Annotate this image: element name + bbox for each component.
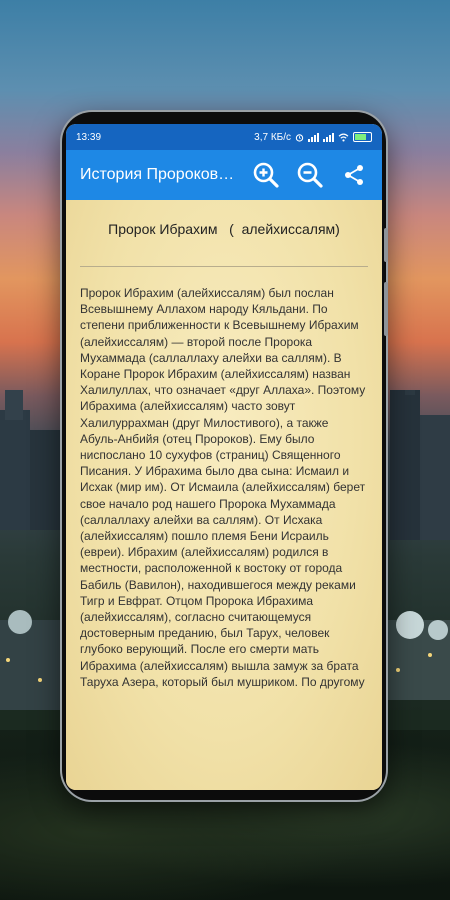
zoom-in-button[interactable] xyxy=(244,153,288,197)
power-button xyxy=(384,282,388,336)
chapter-title: Пророк Ибрахим ( алейхиссалям) xyxy=(108,221,340,237)
zoom-out-button[interactable] xyxy=(288,153,332,197)
status-time: 13:39 xyxy=(76,131,102,143)
story-content[interactable] xyxy=(66,200,382,790)
signal-icon xyxy=(308,133,319,142)
app-bar xyxy=(66,150,382,200)
story-body-text: Пророк Ибрахим (алейхиссалям) был послан Всевышнему Аллахом народу Кяльдани. По степени приближенности к Всевышнему Ибрахим (алейхиссалям) — второй после Пророка Мухаммада (саллаллаху алейхи ва саллям). В Коране Пророк Ибрахим (алейхиссалям) назван Халилуллах, что означает «друг Аллаха». Поэтому Ибрахима (алейхиссалям) часто зовут Халилуррахман (друг Милостивого), а также Абуль-Анбийя (отец Пророков). Ему было ниспослано 10 сухуфов (страниц) Священного Писания. У Ибрахима было два сына: Исмаил и Исхак (мир им). От Исмаила (алейхиссалям) берет свое начало род нашего Пророка Мухаммада (саллаллаху алейхи ва саллям). От Исхака (алейхиссалям) пошло племя Бени Исраиль (евреи). Ибрахим (алейхиссалям) родился в местности, расположенной к востоку от города Бабиль (Вавилон), находившегося между реками Тигр и Евфрат. Отцом Пророка Ибрахима (алейхиссалям), согласно считающемуся достоверным преданию, был Тарух, человек глубоко верующий. После его смерти мать Ибрахима (алейхиссалям) вышла замуж за брата Таруха Азера, который был мушриком. По другому xyxy=(80,286,366,689)
status-bar xyxy=(66,124,382,150)
zoom-out-icon xyxy=(296,161,324,189)
app-screen xyxy=(66,124,382,790)
signal-icon-2 xyxy=(323,133,334,142)
zoom-in-icon xyxy=(252,161,280,189)
network-speed: 3,7 КБ/с xyxy=(254,131,291,143)
status-icons xyxy=(254,132,372,143)
title-divider xyxy=(80,266,368,267)
wifi-icon xyxy=(338,133,349,142)
battery-icon xyxy=(353,132,372,142)
share-button[interactable] xyxy=(332,153,376,197)
app-title: История Пророков… xyxy=(80,166,235,183)
share-icon xyxy=(342,163,366,187)
alarm-icon xyxy=(295,133,304,142)
volume-button xyxy=(384,228,388,262)
